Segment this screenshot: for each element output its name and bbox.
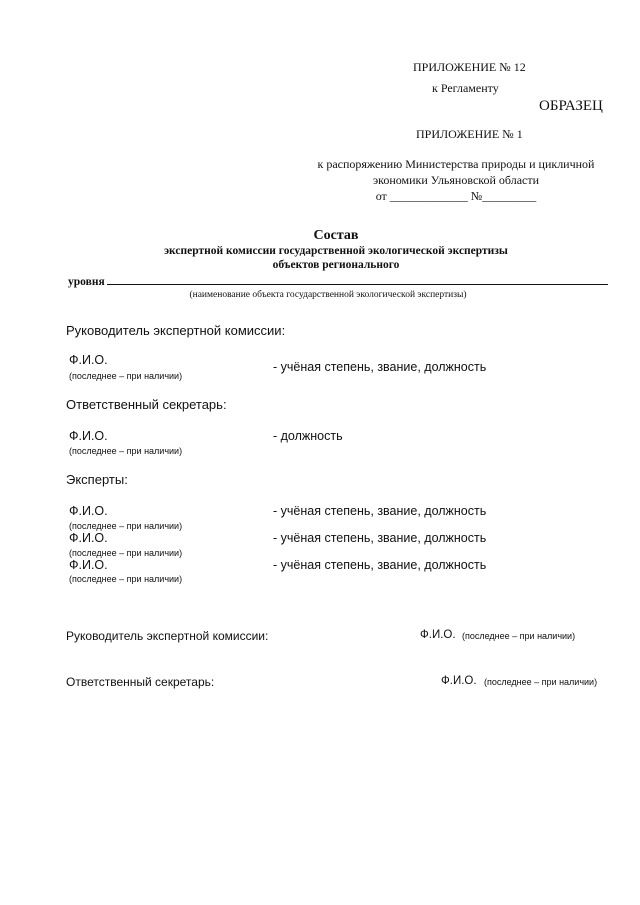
secretary-section-label: Ответственный секретарь: [66,397,227,412]
level-word: уровня [68,276,105,288]
expert-fio-note: (последнее – при наличии) [69,574,183,584]
head-description: - учёная степень, звание, должность [273,360,487,374]
expert-fio-note: (последнее – при наличии) [69,548,183,558]
object-name-caption: (наименование объекта государственной экологической экспертизы) [189,290,467,300]
signature-head-label: Руководитель экспертной комиссии: [66,629,269,643]
signature-secretary-label: Ответственный секретарь: [66,675,215,689]
signature-head-fio: Ф.И.О. [420,629,456,641]
document-subtitle-line-1: экспертной комиссии государственной экологической экспертизы [164,245,508,257]
order-date-number: от _____________ №_________ [375,189,537,203]
expert-fio: Ф.И.О. [69,504,108,518]
sample-mark: ОБРАЗЕЦ [539,98,603,114]
secretary-fio-note: (последнее – при наличии) [69,446,183,456]
expert-fio: Ф.И.О. [69,558,108,572]
head-section-label: Руководитель экспертной комиссии: [66,323,286,338]
order-line-1: к распоряжению Министерства природы и цикличной [317,157,595,171]
expert-description: - учёная степень, звание, должность [273,531,487,545]
signature-secretary-fio: Ф.И.О. [441,675,477,687]
document-title: Состав [313,228,359,243]
expert-description: - учёная степень, звание, должность [273,504,487,518]
signature-secretary-note: (последнее – при наличии) [484,677,598,687]
object-name-line [68,276,608,288]
appendix-number: ПРИЛОЖЕНИЕ № 12 [413,60,526,74]
expert-fio-note: (последнее – при наличии) [69,521,183,531]
appendix-reference: к Регламенту [432,81,499,95]
object-name-blank [107,276,608,285]
expert-description: - учёная степень, звание, должность [273,558,487,572]
document-subtitle-line-2: объектов регионального [272,259,400,271]
appendix-order-number: ПРИЛОЖЕНИЕ № 1 [416,127,523,141]
experts-section-label: Эксперты: [66,472,128,487]
secretary-description: - должность [273,429,343,443]
order-line-2: экономики Ульяновской области [372,173,540,187]
head-fio-note: (последнее – при наличии) [69,371,183,381]
signature-head-note: (последнее – при наличии) [462,631,576,641]
secretary-fio: Ф.И.О. [69,429,108,443]
expert-fio: Ф.И.О. [69,531,108,545]
head-fio: Ф.И.О. [69,353,108,367]
